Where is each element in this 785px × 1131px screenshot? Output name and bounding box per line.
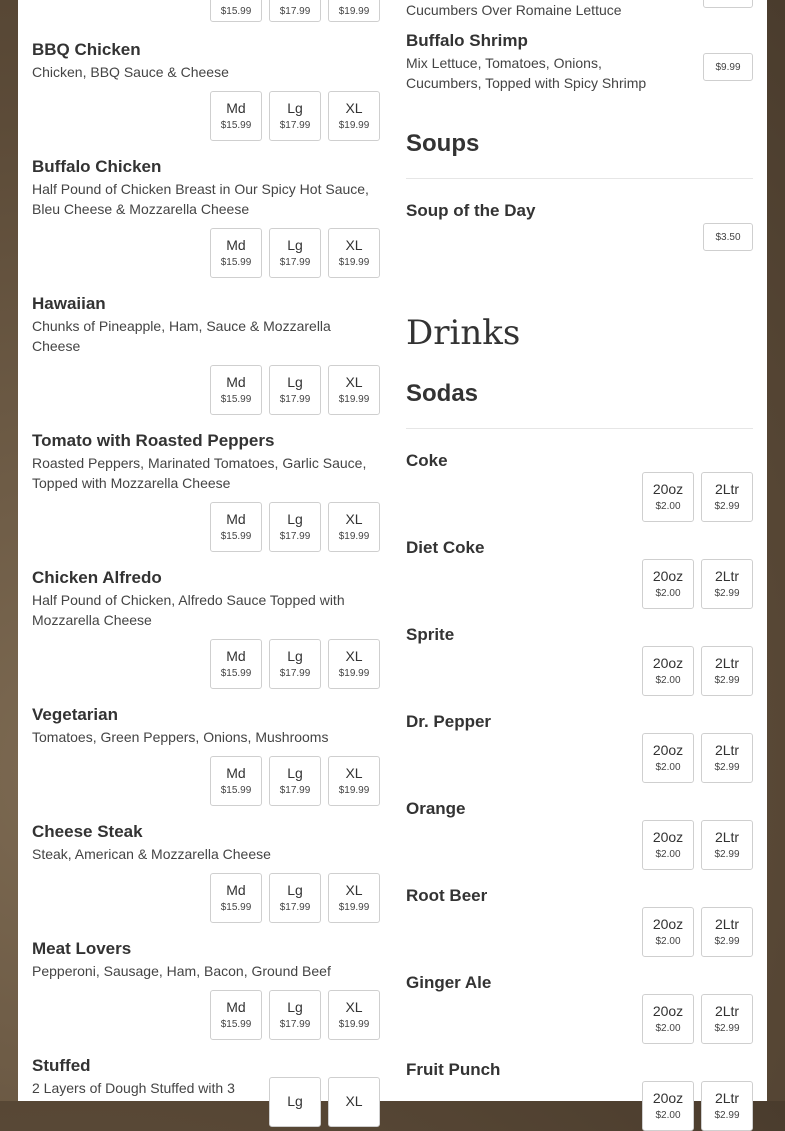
item-name: Hawaiian xyxy=(32,294,106,313)
menu-item xyxy=(406,451,753,471)
size-button-20oz[interactable]: 20oz $2.00 xyxy=(642,820,694,870)
item-name: Root Beer xyxy=(406,886,488,905)
item-name: Buffalo Chicken xyxy=(32,157,162,176)
size-options xyxy=(210,639,380,689)
size-button-2ltr[interactable]: 2Ltr $2.99 xyxy=(701,907,753,957)
size-button-2ltr[interactable]: 2Ltr $2.99 xyxy=(701,1081,753,1131)
size-button-md[interactable]: Md $15.99 xyxy=(210,228,262,278)
size-button-md[interactable]: Md $15.99 xyxy=(210,639,262,689)
size-options xyxy=(642,994,753,1044)
size-button-lg[interactable]: Lg xyxy=(269,1077,321,1127)
menu-item xyxy=(406,625,753,645)
item-name: Tomato with Roasted Peppers xyxy=(32,431,275,450)
size-button-xl[interactable]: XL $19.99 xyxy=(328,990,380,1040)
size-button-md[interactable]: Md $15.99 xyxy=(210,502,262,552)
size-button-20oz[interactable]: 20oz $2.00 xyxy=(642,646,694,696)
size-button-xl[interactable]: XL $19.99 xyxy=(328,639,380,689)
size-options xyxy=(269,1077,380,1127)
size-button-md[interactable]: Md $15.99 xyxy=(210,365,262,415)
size-button-xl[interactable]: XL xyxy=(328,1077,380,1127)
menu-item xyxy=(406,0,666,20)
item-name: Dr. Pepper xyxy=(406,712,492,731)
size-button-20oz[interactable]: 20oz $2.00 xyxy=(642,994,694,1044)
size-options xyxy=(210,873,380,923)
size-options xyxy=(642,646,753,696)
size-options xyxy=(210,228,380,278)
item-name: BBQ Chicken xyxy=(32,40,141,59)
section-title-sodas: Sodas xyxy=(406,380,479,407)
menu-item xyxy=(32,40,380,82)
size-button-2ltr[interactable]: 2Ltr $2.99 xyxy=(701,994,753,1044)
size-button-md[interactable]: Md $15.99 xyxy=(210,756,262,806)
size-button-xl[interactable]: $19.99 xyxy=(328,0,380,22)
menu-item xyxy=(406,973,753,993)
item-description: Roasted Peppers, Marinated Tomatoes, Garlic Sauce, Topped with Mozzarella Cheese xyxy=(32,455,367,491)
item-name: Vegetarian xyxy=(32,705,118,724)
size-button-xl[interactable]: XL $19.99 xyxy=(328,365,380,415)
size-button-lg[interactable]: Lg $17.99 xyxy=(269,502,321,552)
item-name: Soup of the Day xyxy=(406,201,536,220)
item-description: Pepperoni, Sausage, Ham, Bacon, Ground Beef xyxy=(32,963,331,979)
size-options xyxy=(642,907,753,957)
item-description: Half Pound of Chicken Breast in Our Spicy Hot Sauce, Bleu Cheese & Mozzarella Cheese xyxy=(32,181,369,217)
item-name: Diet Coke xyxy=(406,538,485,557)
item-name: Fruit Punch xyxy=(406,1060,501,1079)
section-title-soups: Soups xyxy=(406,130,480,157)
item-description: Steak, American & Mozzarella Cheese xyxy=(32,846,271,862)
size-button-2ltr[interactable]: 2Ltr $2.99 xyxy=(701,820,753,870)
menu-item xyxy=(406,201,753,221)
item-name: Coke xyxy=(406,451,448,470)
size-button-20oz[interactable]: 20oz $2.00 xyxy=(642,907,694,957)
size-button-20oz[interactable]: 20oz $2.00 xyxy=(642,472,694,522)
menu-item xyxy=(32,431,380,493)
menu-item xyxy=(32,568,380,630)
size-button-2ltr[interactable]: 2Ltr $2.99 xyxy=(701,733,753,783)
category-title-drinks: Drinks xyxy=(406,313,521,353)
item-description: 2 Layers of Dough Stuffed with 3 xyxy=(32,1080,235,1096)
size-button-lg[interactable]: Lg $17.99 xyxy=(269,873,321,923)
size-options xyxy=(642,1081,753,1131)
size-options xyxy=(210,502,380,552)
size-button-lg[interactable]: $17.99 xyxy=(269,0,321,22)
size-options xyxy=(210,91,380,141)
item-description: Chicken, BBQ Sauce & Cheese xyxy=(32,64,229,80)
size-options xyxy=(642,733,753,783)
menu-item xyxy=(406,712,753,732)
menu-item xyxy=(32,1056,252,1098)
menu-item xyxy=(406,886,753,906)
size-options xyxy=(642,559,753,609)
size-button-xl[interactable]: XL $19.99 xyxy=(328,502,380,552)
item-name: Meat Lovers xyxy=(32,939,132,958)
size-button-2ltr[interactable]: 2Ltr $2.99 xyxy=(701,646,753,696)
size-button-md[interactable]: Md $15.99 xyxy=(210,91,262,141)
size-options xyxy=(210,756,380,806)
menu-item xyxy=(32,157,380,219)
size-options xyxy=(210,990,380,1040)
item-name: Buffalo Shrimp xyxy=(406,31,528,50)
size-button-2ltr[interactable]: 2Ltr $2.99 xyxy=(701,559,753,609)
size-button-lg[interactable]: Lg $17.99 xyxy=(269,756,321,806)
size-button-20oz[interactable]: 20oz $2.00 xyxy=(642,1081,694,1131)
size-button-20oz[interactable]: 20oz $2.00 xyxy=(642,559,694,609)
size-button-xl[interactable]: XL $19.99 xyxy=(328,91,380,141)
item-description: Half Pound of Chicken, Alfredo Sauce Topped with Mozzarella Cheese xyxy=(32,592,345,628)
size-button-lg[interactable]: Lg $17.99 xyxy=(269,365,321,415)
price-button[interactable]: $9.99 xyxy=(703,53,753,81)
item-description: Cucumbers Over Romaine Lettuce xyxy=(406,2,622,18)
size-options xyxy=(642,820,753,870)
size-button-20oz[interactable]: 20oz $2.00 xyxy=(642,733,694,783)
item-name: Orange xyxy=(406,799,466,818)
size-button-md[interactable]: Md $15.99 xyxy=(210,990,262,1040)
size-button-lg[interactable]: Lg $17.99 xyxy=(269,990,321,1040)
size-options xyxy=(210,365,380,415)
item-name: Ginger Ale xyxy=(406,973,492,992)
size-button-lg[interactable]: Lg $17.99 xyxy=(269,91,321,141)
price-button[interactable] xyxy=(703,0,753,8)
menu-item xyxy=(406,538,753,558)
size-button-xl[interactable]: XL $19.99 xyxy=(328,228,380,278)
menu-item xyxy=(32,705,380,747)
item-name: Chicken Alfredo xyxy=(32,568,162,587)
divider xyxy=(406,428,753,429)
item-name: Cheese Steak xyxy=(32,822,143,841)
size-button-md[interactable]: $15.99 xyxy=(210,0,262,22)
item-description: Mix Lettuce, Tomatoes, Onions, Cucumbers, Topped with Spicy Shrimp xyxy=(406,55,647,91)
item-name: Sprite xyxy=(406,625,455,644)
menu-panel xyxy=(18,0,767,1121)
size-options xyxy=(642,472,753,522)
size-button-2ltr[interactable]: 2Ltr $2.99 xyxy=(701,472,753,522)
size-button-xl[interactable]: XL $19.99 xyxy=(328,756,380,806)
size-button-xl[interactable]: XL $19.99 xyxy=(328,873,380,923)
menu-item xyxy=(32,822,380,864)
menu-item xyxy=(32,294,380,356)
size-button-lg[interactable]: Lg $17.99 xyxy=(269,639,321,689)
menu-item xyxy=(406,31,666,93)
menu-item xyxy=(32,939,380,981)
item-description: Tomatoes, Green Peppers, Onions, Mushrooms xyxy=(32,729,329,745)
size-options xyxy=(210,0,380,22)
divider xyxy=(406,178,753,179)
menu-item xyxy=(406,1060,753,1080)
item-description: Chunks of Pineapple, Ham, Sauce & Mozzarella Cheese xyxy=(32,318,331,354)
price-button[interactable]: $3.50 xyxy=(703,223,753,251)
size-button-md[interactable]: Md $15.99 xyxy=(210,873,262,923)
menu-item xyxy=(406,799,753,819)
size-button-lg[interactable]: Lg $17.99 xyxy=(269,228,321,278)
item-name: Stuffed xyxy=(32,1056,91,1075)
